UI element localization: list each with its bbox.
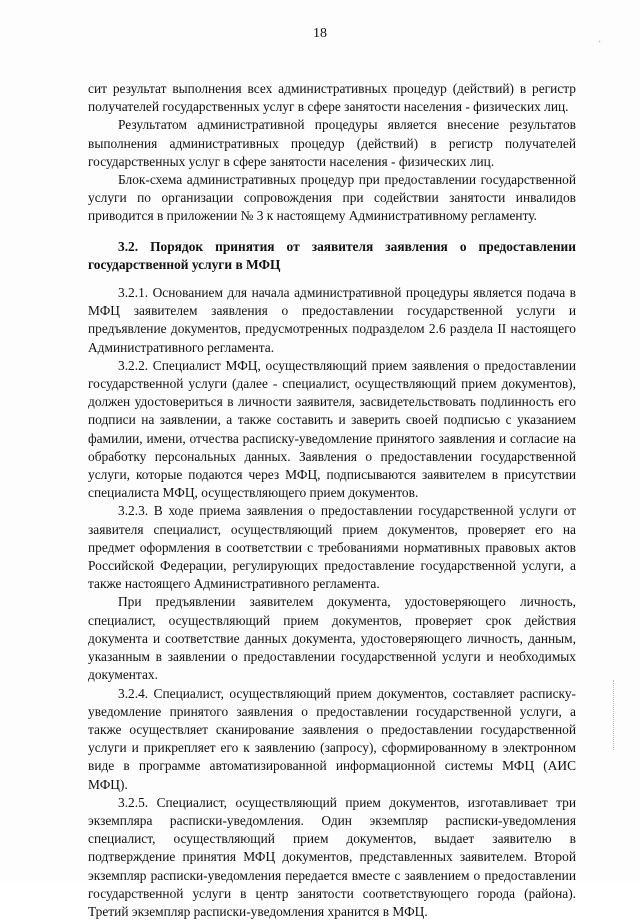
scan-artifact-mark: ʿ <box>598 40 602 51</box>
paragraph-3-2-3: 3.2.3. В ходе приема заявления о предоставлении государственной услуги от заявителя специалист, осуществляющий прием документов, проверяет его на предмет оформления в соответствии с требованиями нормативных правовых актов Российской Федерации, регулирующих предоставление государственной услуги, а также настоящего Административного регламента. <box>88 503 576 592</box>
paragraph-3-2-5: 3.2.5. Специалист, осуществляющий прием документов, изготавливает три экземпляра расписки-уведомления. Один экземпляр расписки-уведомления специалист, осуществляющий прием документов, выдает заявителю в подтверждение принятия МФЦ документов, представленных заявителем. Второй экземпляр расписки-уведомления передается вместе с заявлением о предоставлении государственной услуги в центр занятости соответствующего города (района). Третий экземпляр расписки-уведомления хранится в МФЦ. <box>88 794 576 919</box>
paragraph-continuation: сит результат выполнения всех административных процедур (действий) в регистр получателей государственных услуг в сфере занятости населения - физических лиц. <box>88 81 576 115</box>
paragraph-3-2-2: 3.2.2. Специалист МФЦ, осуществляющий прием заявления о предоставлении государственной услуги (далее - специалист, осуществляющий прием документов), должен удостовериться в личности заявителя, засвидетельствовать подлинность его подписи на заявлении, а также составить и заверить своей подписью с указанием фамилии, имени, отчества расписку-уведомление принятого заявления и согласие на обработку персональных данных. Заявления о предоставлении государственной услуги, которые подаются через МФЦ, подписываются заявителем в присутствии специалиста МФЦ, осуществляющего прием документов. <box>88 357 576 501</box>
paragraph-3-2-4: 3.2.4. Специалист, осуществляющий прием документов, составляет расписку-уведомление принятого заявления о предоставлении государственной услуги, а также осуществляет сканирование заявления о предоставлении государственной услуги и прикрепляет его к заявлению (запросу), сформированному в электронном виде в программе автоматизированной информационной системы МФЦ (АИС МФЦ). <box>88 685 576 792</box>
scan-edge-artifact <box>613 680 616 750</box>
page-number: 18 <box>313 26 327 41</box>
document-body <box>88 80 576 921</box>
paragraph-identity-check: При предъявлении заявителем документа, удостоверяющего личность, специалист, осуществляющий прием документов, проверяет срок действия документа и соответствие данных документа, удостоверяющего личность, данным, указанным в заявлении о предоставлении государственной услуги и необходимых документах. <box>88 594 576 683</box>
paragraph-3-2-1: 3.2.1. Основанием для начала административной процедуры является подача в МФЦ заявителем заявления о предоставлении государственной услуги и предъявление документов, предусмотренных подразделом 2.6 раздела II настоящего Административного регламента. <box>88 285 576 355</box>
section-heading-3-2: 3.2. Порядок принятия от заявителя заявления о предоставлении государственной услуги в МФЦ <box>88 238 576 272</box>
paragraph-flowchart-reference: Блок-схема административных процедур при предоставлении государственной услуги по организации сопровождения при содействии занятости инвалидов приводится в приложении № 3 к настоящему Административному регламенту. <box>88 172 576 224</box>
paragraph-result: Результатом административной процедуры является внесение результатов выполнения административных процедур (действий) в регистр получателей государственных услуг в сфере занятости населения - физических лиц. <box>88 117 576 169</box>
